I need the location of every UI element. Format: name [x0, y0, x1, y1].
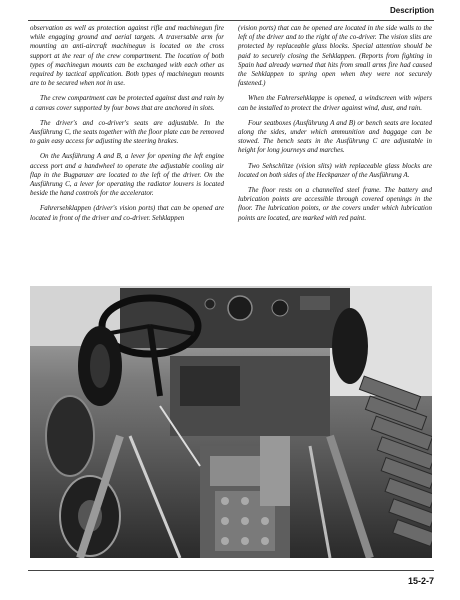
- left-column: [30, 24, 224, 284]
- paragraph: Two Sehschlitze (vision slits) with replaceable glass blocks are located on both sides of the Heckpanzer of the Ausführung A.: [238, 161, 432, 179]
- paragraph: Four seatboxes (Ausführung A and B) or bench seats are located along the sides, under which ammunition and baggage can be stowed. The bench seats in the Ausführung C are adjustable in height for long journeys and marches.: [238, 118, 432, 155]
- vehicle-interior-photo: [30, 286, 432, 558]
- section-title: Description: [389, 6, 434, 15]
- text-columns: [30, 24, 432, 284]
- paragraph: The crew compartment can be protected against dust and rain by a canvas cover supported by four bows that are anchored in slots.: [30, 94, 224, 112]
- paragraph: On the Ausführung A and B, a lever for opening the left engine access port and a handwheel to operate the adjustable cooling air flap in the Bugpanzer are located to the left of the driver. On the Ausführung C, a lever for operating the radiator louvers is located beside the hand controls for the accelerator.: [30, 152, 224, 198]
- footer-divider: [28, 570, 434, 571]
- right-column: [238, 24, 432, 284]
- header-divider: [28, 20, 434, 21]
- photo-illustration: [30, 286, 432, 558]
- paragraph: observation as well as protection against rifle and machinegun fire while engaging ground and aerial targets. A traversable arm for mounting an anti-aircraft machinegun is located on the cross support at the rear of the crew compartment. The location of both types of machinegun mounts can be exchanged with each other as required by tactical application. Both types of machinegun mounts are to be secured when not in use.: [30, 24, 224, 88]
- paragraph: (vision ports) that can be opened are located in the side walls to the left of the driver and to the right of the co-driver. The vision slits are protected by replaceable glass blocks. Special attention should be paid to securely closing the Sehklappen. (Reports from fighting in Spain had already warned that hits from small arms fire had caused the Sehklappen to spring open when they were not securely fastened.): [238, 24, 432, 88]
- paragraph: The driver's and co-driver's seats are adjustable. In the Ausführung C, the seats together with the floor plate can be removed to gain easy access for adjusting the steering brakes.: [30, 118, 224, 146]
- paragraph: When the Fahrersehklappe is opened, a windscreen with wipers can be installed to protect the driver against wind, dust, and rain.: [238, 94, 432, 112]
- page-number: 15-2-7: [407, 576, 434, 586]
- paragraph: The floor rests on a channelled steel frame. The battery and lubrication points are accessible through covered openings in the floor. The lubrication points, or the covers under which lubrication points are located, are marked with red paint.: [238, 186, 432, 222]
- paragraph: Fahrersehklappen (driver's vision ports) that can be opened are located in front of the driver and co-driver. Sehklappen: [30, 204, 224, 222]
